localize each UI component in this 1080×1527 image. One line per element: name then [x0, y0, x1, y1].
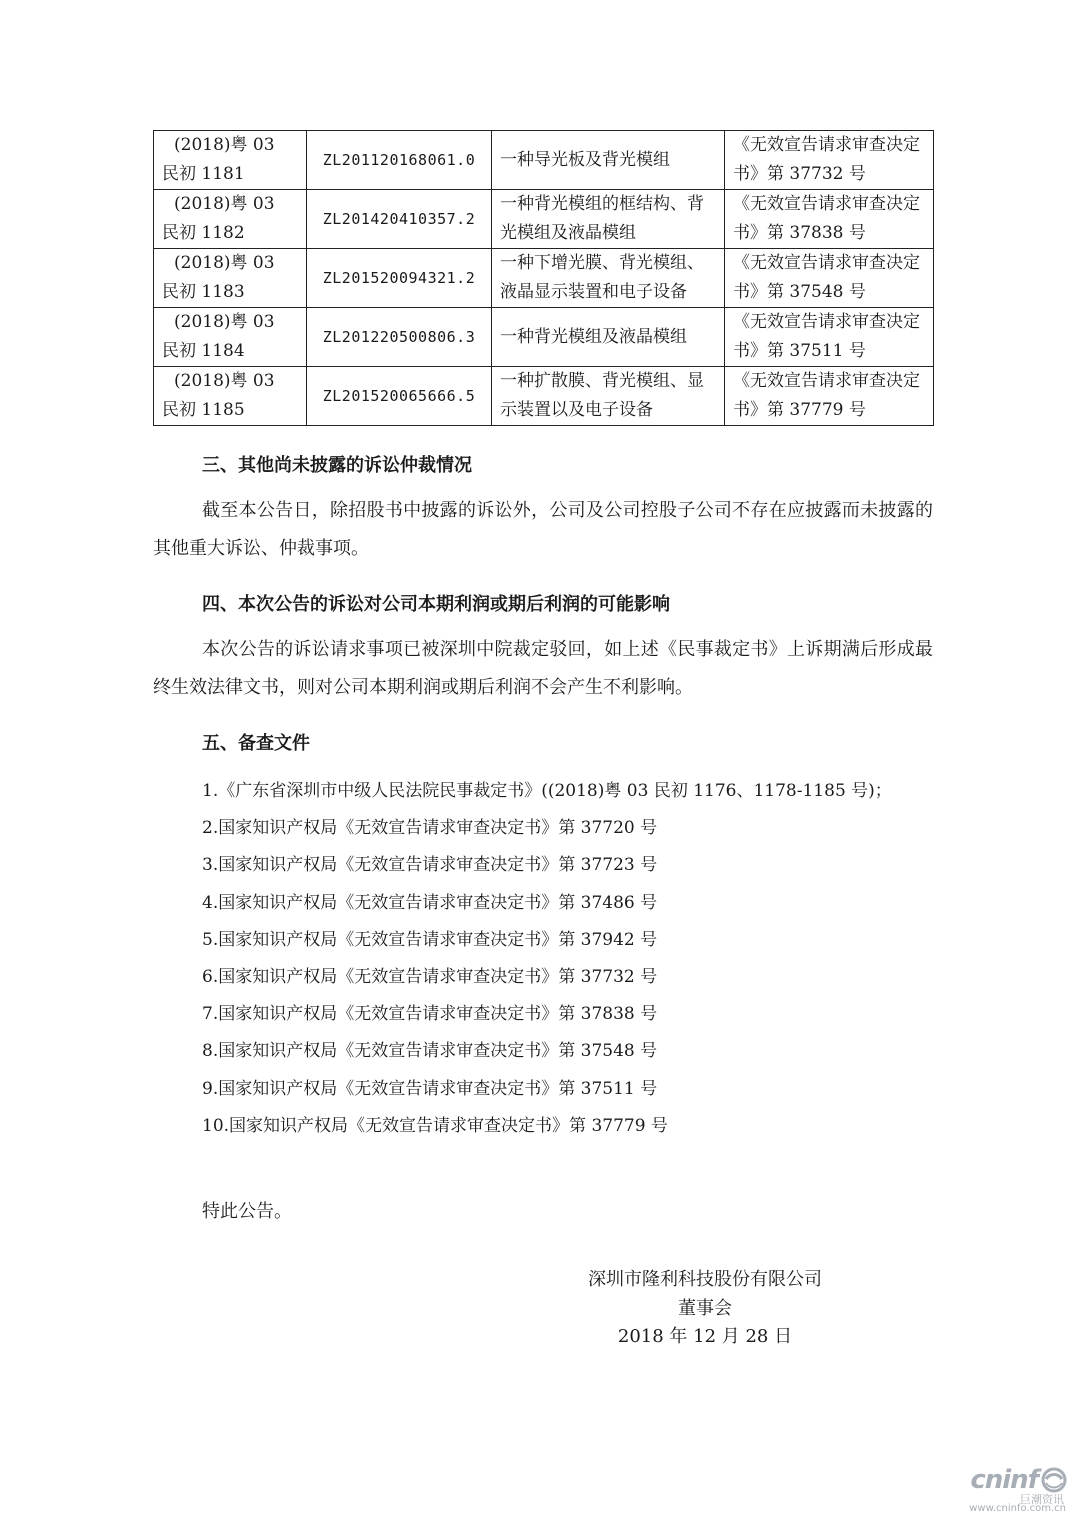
watermark-cn-name: 巨潮资讯 [1020, 1493, 1064, 1506]
cninfo-logo-icon [1040, 1467, 1068, 1493]
watermark-brand: cninf [970, 1465, 1038, 1495]
decision-cell: 《无效宣告请求审查决定书》第 37779 号 [725, 367, 934, 426]
list-item: 8.国家知识产权局《无效宣告请求审查决定书》第 37548 号 [202, 1041, 658, 1062]
patent-number-cell: ZL201520065666.5 [307, 367, 492, 426]
table-row [154, 131, 934, 190]
patent-title-cell: 一种扩散膜、背光模组、显示装置以及电子设备 [492, 367, 725, 426]
litigation-table [153, 130, 934, 426]
closing-statement: 特此公告。 [202, 1201, 292, 1222]
section-4-heading: 四、本次公告的诉讼对公司本期利润或期后利润的可能影响 [202, 594, 670, 615]
case-number-cell: (2018)粤 03 民初 1184 [154, 308, 307, 367]
watermark-url: www.cninfo.com.cn [969, 1503, 1066, 1514]
signature-company: 深圳市隆利科技股份有限公司 [588, 1269, 822, 1290]
cninfo-watermark [938, 1465, 1068, 1515]
case-number-cell: (2018)粤 03 民初 1181 [154, 131, 307, 190]
decision-cell: 《无效宣告请求审查决定书》第 37838 号 [725, 190, 934, 249]
decision-cell: 《无效宣告请求审查决定书》第 37511 号 [725, 308, 934, 367]
case-number-cell: (2018)粤 03 民初 1183 [154, 249, 307, 308]
patent-number-cell: ZL201220500806.3 [307, 308, 492, 367]
patent-number-cell: ZL201520094321.2 [307, 249, 492, 308]
patent-title-cell: 一种导光板及背光模组 [492, 131, 725, 190]
list-item: 1.《广东省深圳市中级人民法院民事裁定书》((2018)粤 03 民初 1176、1178-1185 号)； [202, 781, 892, 801]
list-item: 2.国家知识产权局《无效宣告请求审查决定书》第 37720 号 [202, 818, 658, 839]
table-row [154, 249, 934, 308]
signature-board: 董事会 [678, 1298, 732, 1319]
decision-cell: 《无效宣告请求审查决定书》第 37548 号 [725, 249, 934, 308]
list-item: 3.国家知识产权局《无效宣告请求审查决定书》第 37723 号 [202, 855, 658, 876]
table-row [154, 367, 934, 426]
list-item: 6.国家知识产权局《无效宣告请求审查决定书》第 37732 号 [202, 966, 658, 987]
table-row [154, 308, 934, 367]
case-number-cell: (2018)粤 03 民初 1185 [154, 367, 307, 426]
list-item: 9.国家知识产权局《无效宣告请求审查决定书》第 37511 号 [202, 1078, 658, 1099]
list-item: 7.国家知识产权局《无效宣告请求审查决定书》第 37838 号 [202, 1004, 658, 1025]
section-3-heading: 三、其他尚未披露的诉讼仲裁情况 [202, 455, 472, 476]
patent-title-cell: 一种背光模组的框结构、背光模组及液晶模组 [492, 190, 725, 249]
patent-number-cell: ZL201420410357.2 [307, 190, 492, 249]
signature-date: 2018 年 12 月 28 日 [617, 1326, 793, 1347]
patent-title-cell: 一种下增光膜、背光模组、液晶显示装置和电子设备 [492, 249, 725, 308]
table-row [154, 190, 934, 249]
patent-number-cell: ZL201120168061.0 [307, 131, 492, 190]
case-number-cell: (2018)粤 03 民初 1182 [154, 190, 307, 249]
patent-title-cell: 一种背光模组及液晶模组 [492, 308, 725, 367]
section-5-heading: 五、备查文件 [202, 733, 310, 754]
decision-cell: 《无效宣告请求审查决定书》第 37732 号 [725, 131, 934, 190]
section-3-paragraph: 截至本公告日，除招股书中披露的诉讼外，公司及公司控股子公司不存在应披露而未披露的其他重大诉讼、仲裁事项。 [153, 500, 933, 559]
list-item: 5.国家知识产权局《无效宣告请求审查决定书》第 37942 号 [202, 929, 658, 950]
reference-documents-list [202, 773, 892, 1145]
section-4-paragraph: 本次公告的诉讼请求事项已被深圳中院裁定驳回，如上述《民事裁定书》上诉期满后形成最终生效法律文书，则对公司本期利润或期后利润不会产生不利影响。 [153, 639, 933, 698]
list-item: 10.国家知识产权局《无效宣告请求审查决定书》第 37779 号 [202, 1115, 668, 1136]
list-item: 4.国家知识产权局《无效宣告请求审查决定书》第 37486 号 [202, 892, 658, 913]
